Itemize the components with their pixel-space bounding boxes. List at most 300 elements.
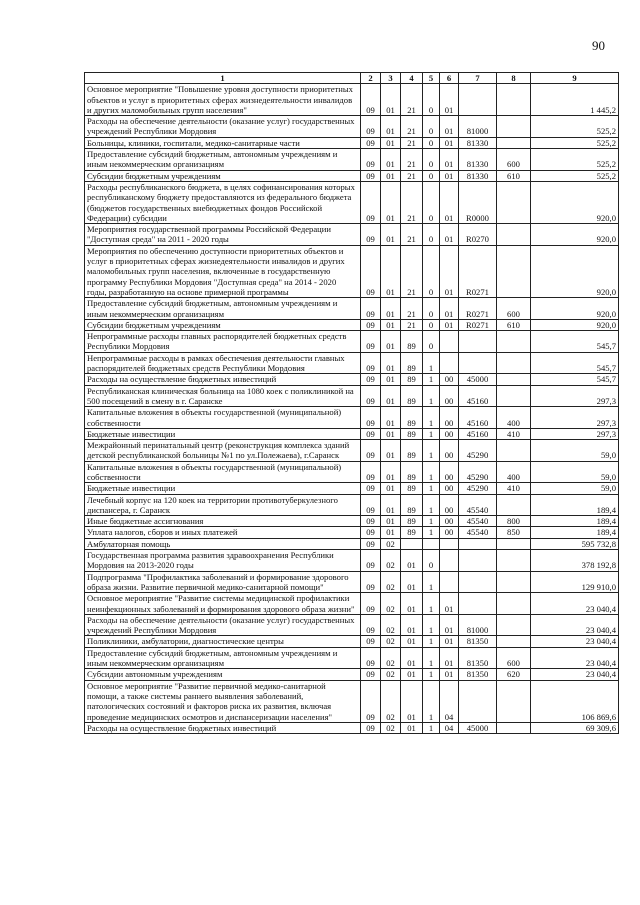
direction-code-cell: R0270: [459, 224, 497, 246]
expense-type-cell: [497, 116, 531, 138]
subsection-code-cell: 02: [381, 614, 401, 636]
section-code-cell: 09: [361, 461, 381, 483]
subsection-code-cell: 01: [381, 428, 401, 439]
subsection-code-cell: 01: [381, 319, 401, 330]
row-name-cell: Предоставление субсидий бюджетным, автономным учреждениям и иным некоммерческим организациям: [85, 149, 361, 171]
direction-code-cell: R0000: [459, 181, 497, 223]
direction-code-cell: 45160: [459, 407, 497, 429]
activity-code-cell: 01: [440, 614, 459, 636]
table-row: [85, 407, 619, 429]
program-code-cell: 01: [401, 722, 423, 733]
subprogram-code-cell: 0: [423, 550, 440, 572]
subsection-code-cell: 01: [381, 483, 401, 494]
amount-cell: 59,0: [531, 461, 619, 483]
row-name-cell: Основное мероприятие "Развитие первичной медико-санитарной помощи, а также системы раннего выявления заболеваний, патологических состояний и факторов риска их развития, включая проведение медицинских осмотров и диспансеризации населения": [85, 680, 361, 722]
subprogram-code-cell: 1: [423, 614, 440, 636]
activity-code-cell: 00: [440, 385, 459, 407]
table-row: [85, 550, 619, 572]
program-code-cell: 01: [401, 550, 423, 572]
expense-type-cell: 410: [497, 428, 531, 439]
amount-cell: 23 040,4: [531, 636, 619, 647]
activity-code-cell: 01: [440, 245, 459, 297]
direction-code-cell: 81330: [459, 137, 497, 148]
expense-type-cell: 610: [497, 319, 531, 330]
column-header: 9: [531, 73, 619, 84]
subsection-code-cell: 01: [381, 298, 401, 320]
section-code-cell: 09: [361, 428, 381, 439]
subsection-code-cell: 01: [381, 494, 401, 516]
section-code-cell: 09: [361, 593, 381, 615]
section-code-cell: 09: [361, 116, 381, 138]
expense-type-cell: [497, 538, 531, 549]
direction-code-cell: 45290: [459, 461, 497, 483]
expense-type-cell: [497, 352, 531, 374]
table-row: [85, 224, 619, 246]
row-name-cell: Субсидии бюджетным учреждениям: [85, 170, 361, 181]
subsection-code-cell: 01: [381, 385, 401, 407]
subsection-code-cell: 01: [381, 516, 401, 527]
section-code-cell: 09: [361, 298, 381, 320]
subsection-code-cell: 02: [381, 636, 401, 647]
amount-cell: 189,4: [531, 516, 619, 527]
column-header: 8: [497, 73, 531, 84]
amount-cell: 920,0: [531, 319, 619, 330]
expense-type-cell: [497, 550, 531, 572]
direction-code-cell: 81000: [459, 116, 497, 138]
subprogram-code-cell: 0: [423, 245, 440, 297]
table-row: [85, 593, 619, 615]
subprogram-code-cell: 1: [423, 593, 440, 615]
activity-code-cell: 01: [440, 636, 459, 647]
subsection-code-cell: 01: [381, 331, 401, 353]
activity-code-cell: 01: [440, 319, 459, 330]
program-code-cell: 21: [401, 224, 423, 246]
table-row: [85, 428, 619, 439]
row-name-cell: Мероприятия по обеспечению доступности приоритетных объектов и услуг в приоритетных сферах жизнедеятельности инвалидов и других маломобильных групп населения, включенные в государственную программу Республики Мордовия "Доступная среда" на 2014 - 2020 годы, разработанную на основе примерной программы: [85, 245, 361, 297]
row-name-cell: Основное мероприятие "Повышение уровня доступности приоритетных объектов и услуг в приоритетных сферах жизнедеятельности инвалидов и других маломобильных групп населения": [85, 84, 361, 116]
column-header: 4: [401, 73, 423, 84]
row-name-cell: Республиканская клиническая больница на 1080 коек с поликлиникой на 500 посещений в смену в г. Саранске: [85, 385, 361, 407]
program-code-cell: 21: [401, 298, 423, 320]
section-code-cell: 09: [361, 680, 381, 722]
row-name-cell: Расходы на осуществление бюджетных инвестиций: [85, 722, 361, 733]
direction-code-cell: [459, 593, 497, 615]
row-name-cell: Иные бюджетные ассигнования: [85, 516, 361, 527]
expense-type-cell: [497, 137, 531, 148]
subsection-code-cell: 01: [381, 352, 401, 374]
amount-cell: 378 192,8: [531, 550, 619, 572]
row-name-cell: Лечебный корпус на 120 коек на территории противотуберкулезного диспансера, г. Саранск: [85, 494, 361, 516]
amount-cell: 920,0: [531, 181, 619, 223]
program-code-cell: 21: [401, 84, 423, 116]
row-name-cell: Больницы, клиники, госпитали, медико-санитарные части: [85, 137, 361, 148]
section-code-cell: 09: [361, 170, 381, 181]
page-number: 90: [592, 38, 605, 53]
subprogram-code-cell: 0: [423, 149, 440, 171]
table-row: [85, 374, 619, 385]
subprogram-code-cell: 1: [423, 461, 440, 483]
table-row: [85, 149, 619, 171]
table-row: [85, 84, 619, 116]
amount-cell: 595 732,8: [531, 538, 619, 549]
expense-type-cell: 400: [497, 407, 531, 429]
section-code-cell: 09: [361, 319, 381, 330]
direction-code-cell: 45160: [459, 428, 497, 439]
expense-type-cell: 800: [497, 516, 531, 527]
amount-cell: 297,3: [531, 428, 619, 439]
amount-cell: 525,2: [531, 149, 619, 171]
activity-code-cell: 04: [440, 680, 459, 722]
program-code-cell: 21: [401, 149, 423, 171]
program-code-cell: 21: [401, 245, 423, 297]
subprogram-code-cell: 1: [423, 352, 440, 374]
column-header: 1: [85, 73, 361, 84]
column-header: 2: [361, 73, 381, 84]
amount-cell: 920,0: [531, 224, 619, 246]
direction-code-cell: 45000: [459, 722, 497, 733]
amount-cell: 525,2: [531, 116, 619, 138]
direction-code-cell: 81330: [459, 149, 497, 171]
amount-cell: 920,0: [531, 298, 619, 320]
row-name-cell: Бюджетные инвестиции: [85, 428, 361, 439]
row-name-cell: Предоставление субсидий бюджетным, автономным учреждениям и иным некоммерческим организациям: [85, 647, 361, 669]
direction-code-cell: 45540: [459, 516, 497, 527]
section-code-cell: 09: [361, 614, 381, 636]
table-row: [85, 385, 619, 407]
section-code-cell: 09: [361, 224, 381, 246]
expense-type-cell: [497, 84, 531, 116]
table-row: [85, 137, 619, 148]
program-code-cell: 89: [401, 527, 423, 538]
table-row: [85, 680, 619, 722]
section-code-cell: 09: [361, 407, 381, 429]
expense-type-cell: 600: [497, 149, 531, 171]
amount-cell: 920,0: [531, 245, 619, 297]
section-code-cell: 09: [361, 527, 381, 538]
row-name-cell: Мероприятия государственной программы Российской Федерации "Доступная среда" на 2011 - 2020 годы: [85, 224, 361, 246]
activity-code-cell: 00: [440, 527, 459, 538]
row-name-cell: Расходы на обеспечение деятельности (оказание услуг) государственных учреждений Республики Мордовия: [85, 614, 361, 636]
direction-code-cell: 45540: [459, 527, 497, 538]
section-code-cell: 09: [361, 440, 381, 462]
row-name-cell: Предоставление субсидий бюджетным, автономным учреждениям и иным некоммерческим организациям: [85, 298, 361, 320]
table-row: [85, 245, 619, 297]
activity-code-cell: 01: [440, 298, 459, 320]
table-row: [85, 516, 619, 527]
direction-code-cell: 45540: [459, 494, 497, 516]
amount-cell: 545,7: [531, 352, 619, 374]
row-name-cell: Непрограммные расходы главных распорядителей бюджетных средств Республики Мордовия: [85, 331, 361, 353]
expense-type-cell: 410: [497, 483, 531, 494]
amount-cell: 189,4: [531, 494, 619, 516]
row-name-cell: Поликлиники, амбулатории, диагностические центры: [85, 636, 361, 647]
expense-type-cell: [497, 722, 531, 733]
program-code-cell: 89: [401, 331, 423, 353]
section-code-cell: 09: [361, 84, 381, 116]
table-body: [85, 84, 619, 734]
activity-code-cell: 00: [440, 440, 459, 462]
activity-code-cell: [440, 571, 459, 593]
program-code-cell: 21: [401, 319, 423, 330]
row-name-cell: Расходы республиканского бюджета, в целях софинансирования которых республиканскому бюджету предоставляются из федерального бюджета (бюджетов государственных внебюджетных фондов Российской Федерации) субсидии: [85, 181, 361, 223]
activity-code-cell: [440, 352, 459, 374]
section-code-cell: 09: [361, 483, 381, 494]
amount-cell: 69 309,6: [531, 722, 619, 733]
subprogram-code-cell: 0: [423, 319, 440, 330]
expense-type-cell: 600: [497, 647, 531, 669]
activity-code-cell: 00: [440, 516, 459, 527]
subprogram-code-cell: 1: [423, 385, 440, 407]
subprogram-code-cell: 1: [423, 428, 440, 439]
direction-code-cell: [459, 571, 497, 593]
subprogram-code-cell: 0: [423, 224, 440, 246]
row-name-cell: Межрайонный перинатальный центр (реконструкция комплекса зданий детской республиканской больницы №1 по ул.Полежаева), г.Саранск: [85, 440, 361, 462]
program-code-cell: 01: [401, 593, 423, 615]
subsection-code-cell: 01: [381, 116, 401, 138]
amount-cell: 59,0: [531, 440, 619, 462]
amount-cell: 129 910,0: [531, 571, 619, 593]
expense-type-cell: [497, 440, 531, 462]
program-code-cell: 89: [401, 461, 423, 483]
direction-code-cell: R0271: [459, 245, 497, 297]
amount-cell: 525,2: [531, 170, 619, 181]
subprogram-code-cell: 1: [423, 722, 440, 733]
subprogram-code-cell: 1: [423, 483, 440, 494]
row-name-cell: Амбулаторная помощь: [85, 538, 361, 549]
expense-type-cell: [497, 636, 531, 647]
subsection-code-cell: 01: [381, 224, 401, 246]
program-code-cell: 89: [401, 407, 423, 429]
program-code-cell: 21: [401, 116, 423, 138]
direction-code-cell: 81000: [459, 614, 497, 636]
expense-type-cell: 610: [497, 170, 531, 181]
expense-type-cell: [497, 181, 531, 223]
subprogram-code-cell: 0: [423, 181, 440, 223]
program-code-cell: 89: [401, 440, 423, 462]
activity-code-cell: 01: [440, 116, 459, 138]
section-code-cell: 09: [361, 494, 381, 516]
table-row: [85, 722, 619, 733]
subsection-code-cell: 02: [381, 538, 401, 549]
amount-cell: 297,3: [531, 407, 619, 429]
program-code-cell: 89: [401, 494, 423, 516]
section-code-cell: 09: [361, 331, 381, 353]
amount-cell: 23 040,4: [531, 593, 619, 615]
row-name-cell: Субсидии автономным учреждениям: [85, 669, 361, 680]
activity-code-cell: 00: [440, 407, 459, 429]
table-row: [85, 461, 619, 483]
table-row: [85, 181, 619, 223]
column-header: 5: [423, 73, 440, 84]
row-name-cell: Субсидии бюджетным учреждениям: [85, 319, 361, 330]
row-name-cell: Уплата налогов, сборов и иных платежей: [85, 527, 361, 538]
direction-code-cell: 81350: [459, 669, 497, 680]
program-code-cell: 01: [401, 571, 423, 593]
subprogram-code-cell: 1: [423, 407, 440, 429]
section-code-cell: 09: [361, 245, 381, 297]
expense-type-cell: [497, 385, 531, 407]
row-name-cell: Капитальные вложения в объекты государственной (муниципальной) собственности: [85, 461, 361, 483]
direction-code-cell: [459, 84, 497, 116]
subsection-code-cell: 01: [381, 461, 401, 483]
section-code-cell: 09: [361, 516, 381, 527]
table-row: [85, 669, 619, 680]
expense-type-cell: 400: [497, 461, 531, 483]
program-code-cell: 89: [401, 516, 423, 527]
subprogram-code-cell: 1: [423, 527, 440, 538]
subprogram-code-cell: 1: [423, 647, 440, 669]
direction-code-cell: [459, 680, 497, 722]
subprogram-code-cell: 1: [423, 494, 440, 516]
row-name-cell: Непрограммные расходы в рамках обеспечения деятельности главных распорядителей бюджетных средств Республики Мордовия: [85, 352, 361, 374]
direction-code-cell: R0271: [459, 298, 497, 320]
direction-code-cell: 81330: [459, 170, 497, 181]
expense-type-cell: 600: [497, 298, 531, 320]
program-code-cell: 21: [401, 181, 423, 223]
subsection-code-cell: 01: [381, 407, 401, 429]
table-row: [85, 614, 619, 636]
table-row: [85, 331, 619, 353]
activity-code-cell: 00: [440, 461, 459, 483]
program-code-cell: 01: [401, 636, 423, 647]
activity-code-cell: 01: [440, 181, 459, 223]
section-code-cell: 09: [361, 636, 381, 647]
expense-type-cell: [497, 331, 531, 353]
table-row: [85, 170, 619, 181]
activity-code-cell: 01: [440, 149, 459, 171]
subsection-code-cell: 02: [381, 593, 401, 615]
activity-code-cell: 01: [440, 137, 459, 148]
expense-type-cell: 620: [497, 669, 531, 680]
section-code-cell: 09: [361, 374, 381, 385]
section-code-cell: 09: [361, 149, 381, 171]
amount-cell: 23 040,4: [531, 647, 619, 669]
table-row: [85, 440, 619, 462]
amount-cell: 545,7: [531, 331, 619, 353]
subsection-code-cell: 01: [381, 374, 401, 385]
expense-type-cell: [497, 224, 531, 246]
direction-code-cell: [459, 331, 497, 353]
section-code-cell: 09: [361, 722, 381, 733]
amount-cell: 297,3: [531, 385, 619, 407]
amount-cell: 106 869,6: [531, 680, 619, 722]
subprogram-code-cell: 0: [423, 170, 440, 181]
subprogram-code-cell: 0: [423, 116, 440, 138]
subsection-code-cell: 02: [381, 722, 401, 733]
section-code-cell: 09: [361, 538, 381, 549]
subprogram-code-cell: 1: [423, 374, 440, 385]
row-name-cell: Подпрограмма "Профилактика заболеваний и формирование здорового образа жизни. Развитие первичной медико-санитарной помощи": [85, 571, 361, 593]
subsection-code-cell: 01: [381, 245, 401, 297]
expense-type-cell: 850: [497, 527, 531, 538]
row-name-cell: Расходы на обеспечение деятельности (оказание услуг) государственных учреждений Республики Мордовия: [85, 116, 361, 138]
program-code-cell: 89: [401, 428, 423, 439]
program-code-cell: 21: [401, 170, 423, 181]
activity-code-cell: 01: [440, 647, 459, 669]
direction-code-cell: [459, 550, 497, 572]
subprogram-code-cell: 0: [423, 298, 440, 320]
program-code-cell: 01: [401, 647, 423, 669]
direction-code-cell: 45290: [459, 483, 497, 494]
section-code-cell: 09: [361, 137, 381, 148]
section-code-cell: 09: [361, 385, 381, 407]
table-row: [85, 483, 619, 494]
expense-type-cell: [497, 614, 531, 636]
subprogram-code-cell: 0: [423, 331, 440, 353]
program-code-cell: 89: [401, 374, 423, 385]
amount-cell: 23 040,4: [531, 614, 619, 636]
program-code-cell: 89: [401, 352, 423, 374]
amount-cell: 1 445,2: [531, 84, 619, 116]
subsection-code-cell: 01: [381, 440, 401, 462]
program-code-cell: [401, 538, 423, 549]
program-code-cell: 01: [401, 680, 423, 722]
subsection-code-cell: 01: [381, 181, 401, 223]
subprogram-code-cell: 1: [423, 669, 440, 680]
expense-type-cell: [497, 245, 531, 297]
activity-code-cell: [440, 331, 459, 353]
activity-code-cell: 00: [440, 483, 459, 494]
activity-code-cell: 00: [440, 428, 459, 439]
amount-cell: 189,4: [531, 527, 619, 538]
activity-code-cell: 01: [440, 593, 459, 615]
activity-code-cell: 00: [440, 374, 459, 385]
table-row: [85, 527, 619, 538]
subprogram-code-cell: 1: [423, 680, 440, 722]
row-name-cell: Основное мероприятие "Развитие системы медицинской профилактики неинфекционных заболеваний и формирования здорового образа жизни": [85, 593, 361, 615]
expense-type-cell: [497, 571, 531, 593]
table-row: [85, 571, 619, 593]
direction-code-cell: R0271: [459, 319, 497, 330]
subsection-code-cell: 01: [381, 527, 401, 538]
subprogram-code-cell: 1: [423, 636, 440, 647]
direction-code-cell: 45000: [459, 374, 497, 385]
program-code-cell: 89: [401, 385, 423, 407]
direction-code-cell: 81350: [459, 647, 497, 669]
expense-type-cell: [497, 494, 531, 516]
subprogram-code-cell: 1: [423, 440, 440, 462]
subprogram-code-cell: [423, 538, 440, 549]
expense-type-cell: [497, 593, 531, 615]
amount-cell: 525,2: [531, 137, 619, 148]
subprogram-code-cell: 1: [423, 571, 440, 593]
program-code-cell: 21: [401, 137, 423, 148]
table-header-row: [85, 73, 619, 84]
table-row: [85, 636, 619, 647]
direction-code-cell: 45160: [459, 385, 497, 407]
subsection-code-cell: 01: [381, 149, 401, 171]
row-name-cell: Государственная программа развития здравоохранения Республики Мордовия на 2013-2020 годы: [85, 550, 361, 572]
table-row: [85, 352, 619, 374]
table-row: [85, 319, 619, 330]
amount-cell: 23 040,4: [531, 669, 619, 680]
activity-code-cell: [440, 550, 459, 572]
column-header: 7: [459, 73, 497, 84]
subprogram-code-cell: 0: [423, 137, 440, 148]
column-header: 6: [440, 73, 459, 84]
table-row: [85, 538, 619, 549]
activity-code-cell: 01: [440, 669, 459, 680]
activity-code-cell: [440, 538, 459, 549]
section-code-cell: 09: [361, 550, 381, 572]
subsection-code-cell: 02: [381, 647, 401, 669]
row-name-cell: Капитальные вложения в объекты государственной (муниципальной) собственности: [85, 407, 361, 429]
program-code-cell: 89: [401, 483, 423, 494]
subprogram-code-cell: 0: [423, 84, 440, 116]
row-name-cell: Бюджетные инвестиции: [85, 483, 361, 494]
section-code-cell: 09: [361, 181, 381, 223]
subprogram-code-cell: 1: [423, 516, 440, 527]
